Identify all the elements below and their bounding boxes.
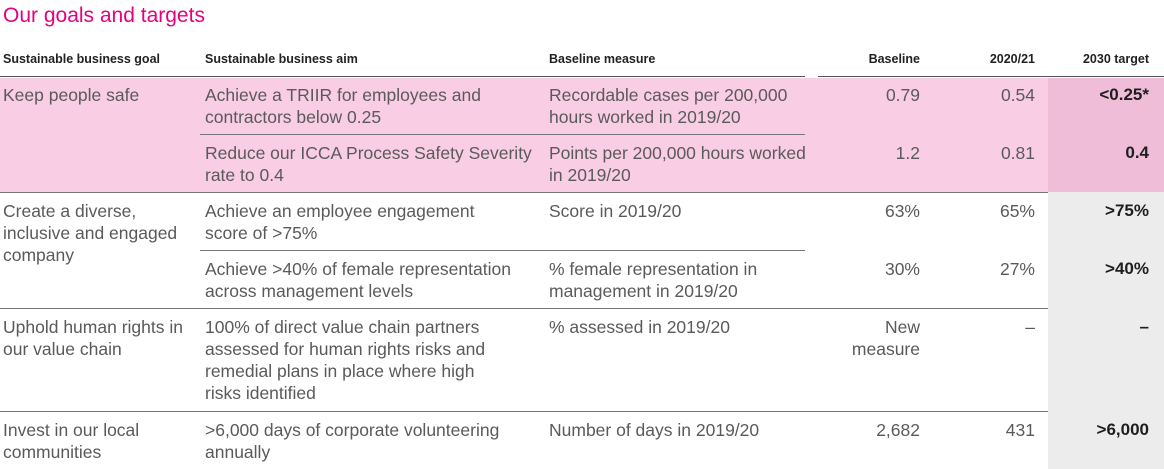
- year-cell: –: [1025, 317, 1035, 337]
- row-divider: [0, 308, 1048, 309]
- target-cell: >75%: [1105, 201, 1149, 220]
- goal-cell: Invest in our local communities: [3, 420, 140, 462]
- header-year: 2020/21: [989, 52, 1035, 66]
- header-divider-right: [818, 76, 1164, 77]
- sub-row-divider: [200, 134, 805, 135]
- baseline-cell: 30%: [884, 259, 920, 279]
- row-divider: [0, 411, 1048, 412]
- goal-cell: Keep people safe: [3, 85, 140, 105]
- baseline-cell: 0.79: [885, 85, 920, 105]
- target-cell: 0.4: [1125, 143, 1149, 162]
- year-cell: 65%: [999, 201, 1035, 221]
- header-baseline: Baseline: [868, 52, 920, 66]
- page-title: Our goals and targets: [3, 4, 205, 27]
- aim-cell: Achieve >40% of female representation across management levels: [205, 259, 511, 301]
- baseline-cell: 63%: [884, 201, 920, 221]
- baseline-cell: 2,682: [876, 420, 920, 440]
- baseline-cell: 1.2: [895, 143, 920, 163]
- header-aim: Sustainable business aim: [205, 52, 358, 66]
- aim-cell: Reduce our ICCA Process Safety Severity rate to 0.4: [205, 143, 532, 185]
- measure-cell: % assessed in 2019/20: [549, 317, 730, 337]
- header-divider: [0, 76, 805, 77]
- target-cell: >6,000: [1096, 420, 1149, 439]
- aim-cell: 100% of direct value chain partners assessed for human rights risks and remedial plans in place where high risks identified: [205, 317, 486, 403]
- aim-cell: Achieve a TRIIR for employees and contractors below 0.25: [205, 85, 481, 127]
- goal-cell: Create a diverse, inclusive and engaged company: [3, 201, 178, 265]
- measure-cell: % female representation in management in 2019/20: [549, 259, 758, 301]
- measure-cell: Score in 2019/20: [549, 201, 682, 221]
- target-cell: <0.25*: [1099, 85, 1149, 104]
- target-cell: –: [1139, 317, 1149, 336]
- aim-cell: >6,000 days of corporate volunteering annually: [205, 420, 500, 462]
- header-measure: Baseline measure: [549, 52, 656, 66]
- header-target: 2030 target: [1082, 52, 1149, 66]
- header-goal: Sustainable business goal: [3, 52, 160, 66]
- sub-row-divider: [200, 250, 805, 251]
- row-divider: [0, 192, 1048, 193]
- year-cell: 0.54: [1000, 85, 1035, 105]
- measure-cell: Points per 200,000 hours worked in 2019/20: [549, 143, 806, 185]
- year-cell: 0.81: [1000, 143, 1035, 163]
- goal-cell: Uphold human rights in our value chain: [3, 317, 183, 359]
- measure-cell: Recordable cases per 200,000 hours worked in 2019/20: [549, 85, 788, 127]
- aim-cell: Achieve an employee engagement score of >75%: [205, 201, 475, 243]
- year-cell: 431: [1005, 420, 1035, 440]
- year-cell: 27%: [999, 259, 1035, 279]
- baseline-cell: New measure: [851, 317, 920, 359]
- measure-cell: Number of days in 2019/20: [549, 420, 760, 440]
- target-cell: >40%: [1105, 259, 1149, 278]
